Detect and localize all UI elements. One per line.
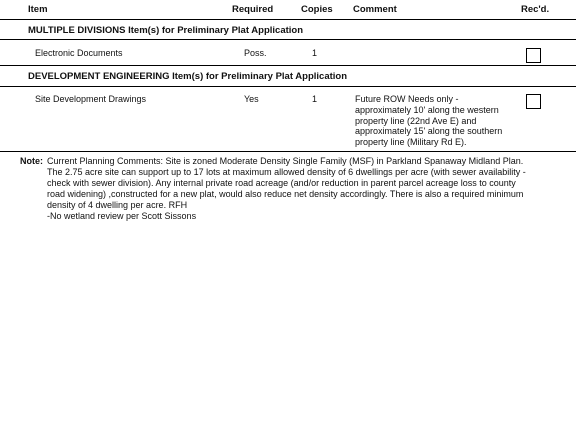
table-row xyxy=(0,48,576,64)
note-line: -No wetland review per Scott Sissons xyxy=(47,210,197,221)
received-checkbox[interactable] xyxy=(526,94,541,109)
row-required: Yes xyxy=(244,94,259,104)
note-label: Note: xyxy=(20,156,43,166)
section-title: DEVELOPMENT ENGINEERING Item(s) for Preliminary Plat Application xyxy=(28,71,348,82)
section-multiple-divisions xyxy=(0,20,576,40)
section-development-engineering xyxy=(0,65,576,87)
received-checkbox[interactable] xyxy=(526,48,541,63)
row-copies: 1 xyxy=(312,94,318,104)
header-item: Item xyxy=(28,4,48,15)
row-copies: 1 xyxy=(312,48,318,58)
table-bottom-rule xyxy=(0,151,576,152)
header-comment: Comment xyxy=(353,4,397,15)
note-line: check with sewer division). Any internal private road acreage (and/or reduction in parent parcel acreage loss to county xyxy=(47,177,516,188)
header-required: Required xyxy=(232,4,274,15)
note-line: The 2.75 acre site can support up to 17 lots at maximum allowed density of 6 dwellings per acre (with sewer availability - xyxy=(47,166,526,177)
header-copies: Copies xyxy=(301,4,333,15)
header-received: Rec'd. xyxy=(521,4,550,15)
table-row xyxy=(0,94,576,150)
note-line: density of 4 dwelling per acre. RFH xyxy=(47,199,188,210)
table-header xyxy=(0,0,576,20)
row-comment: Future ROW Needs only - approximately 10' along the western property line (22nd Ave E) and approximately 15' along the southern property line (Military Rd E). xyxy=(355,94,503,148)
note-line: road widening) ,constructed for a new plat, would also reduce net density accordingly. There is also a required minimum xyxy=(47,188,524,199)
note-body xyxy=(47,156,567,221)
row-required: Poss. xyxy=(244,48,267,58)
row-item: Site Development Drawings xyxy=(35,94,147,104)
note-line: Current Planning Comments: Site is zoned Moderate Density Single Family (MSF) in Parkland Spanaway Midland Plan. xyxy=(47,156,524,166)
section-title: MULTIPLE DIVISIONS Item(s) for Preliminary Plat Application xyxy=(28,25,304,36)
row-item: Electronic Documents xyxy=(35,48,123,58)
